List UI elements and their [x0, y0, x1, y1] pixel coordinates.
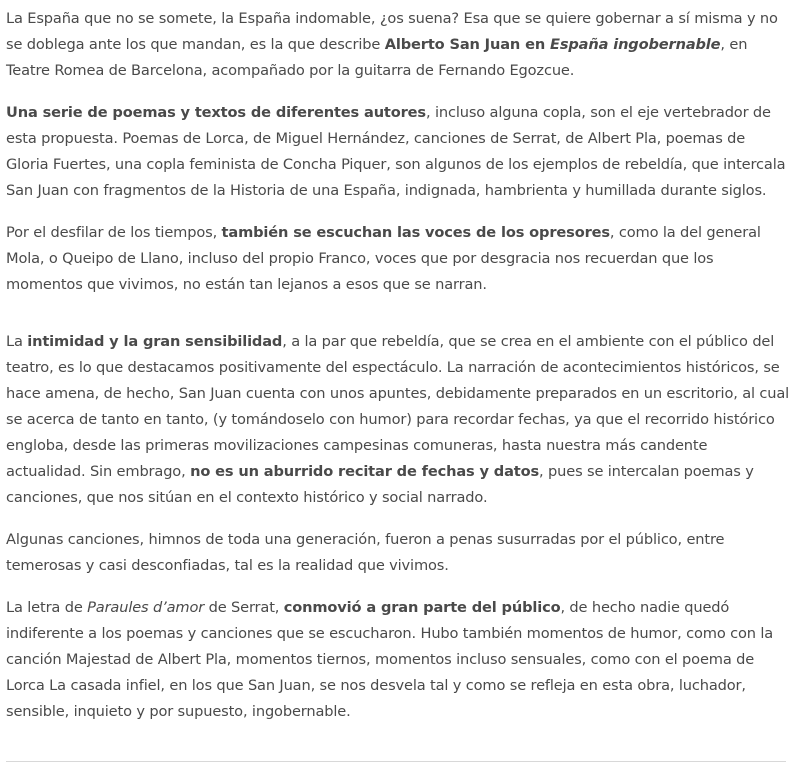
paragraph-songs: [6, 527, 790, 579]
text-segment: Algunas canciones, himnos de toda una generación, fueron a penas susurradas por el público, entre temerosas y casi desconfiadas, tal es la realidad que vivimos.: [6, 531, 725, 574]
text-segment: Por el desfilar de los tiempos,: [6, 224, 222, 241]
bold-text-intimacy: intimidad y la gran sensibilidad: [27, 333, 283, 350]
text-segment: , a la par que rebeldía, que se crea en el ambiente con el público del teatro, es lo que destacamos positivamente del espectáculo. La narración de acontecimientos históricos, se hace amena, de hecho, San Juan cuenta con unos apuntes, debidamente preparados en un escritorio, al cual se acerca de tanto en tanto, (y tomándoselo con humor) para recordar fechas, ya que el recorrido histórico engloba, desde las primeras movilizaciones campesinas comuneras, hasta nuestra más candente actualidad. Sin embrago,: [6, 333, 790, 480]
bold-italic-text-title: España ingobernable: [550, 36, 721, 53]
bottom-divider: [6, 761, 786, 762]
text-segment: La letra de: [6, 599, 88, 616]
article-body: [6, 6, 790, 741]
text-segment: , de hecho nadie quedó indiferente a los poemas y canciones que se escucharon. Hubo también momentos de humor, como con la canción Majestad de Albert Pla, momentos tiernos, momentos incluso sensuales, como con el poema de Lorca La casada infiel, en los que San Juan, se nos desvela tal y como se refleja en esta obra, luchador, sensible, inquieto y por supuesto, ingobernable.: [6, 599, 774, 720]
bold-text-moved-audience: conmovió a gran parte del público: [283, 599, 561, 616]
paragraph-poems: [6, 100, 790, 204]
text-segment: La: [6, 333, 28, 350]
text-segment: de Serrat,: [204, 599, 284, 616]
text-segment: La España que no se somete, la España indomable, ¿os suena? Esa que se quiere gobernar a sí misma y no se doblega ante los que mandan, es la que describe: [6, 10, 778, 53]
italic-text-song-title: Paraules d’amor: [87, 599, 205, 616]
bold-text-poems: Una serie de poemas y textos de diferentes autores: [6, 104, 426, 121]
text-segment: , en Teatre Romea de Barcelona, acompañado por la guitarra de Fernando Egozcue.: [6, 36, 748, 79]
text-segment: , pues se intercalan poemas y canciones, que nos sitúan en el contexto histórico y social narrado.: [6, 463, 754, 506]
bold-text-oppressors: también se escuchan las voces de los opresores: [221, 224, 610, 241]
bold-text-author: Alberto San Juan en: [384, 36, 550, 53]
paragraph-intimacy: [6, 329, 790, 511]
paragraph-oppressors: [6, 220, 790, 298]
bold-text-not-boring: no es un aburrido recitar de fechas y datos: [190, 463, 540, 480]
text-segment: , incluso alguna copla, son el eje vertebrador de esta propuesta. Poemas de Lorca, de Miguel Hernández, canciones de Serrat, de Albert Pla, poemas de Gloria Fuertes, una copla feminista de Concha Piquer, son algunos de los ejemplos de rebeldía, que intercala San Juan con fragmentos de la Historia de una España, indignada, hambrienta y humillada durante siglos.: [6, 104, 786, 199]
paragraph-serrat: [6, 595, 790, 725]
text-segment: , como la del general Mola, o Queipo de Llano, incluso del propio Franco, voces que por desgracia nos recuerdan que los momentos que vivimos, no están tan lejanos a esos que se narran.: [6, 224, 761, 293]
paragraph-intro: [6, 6, 790, 84]
